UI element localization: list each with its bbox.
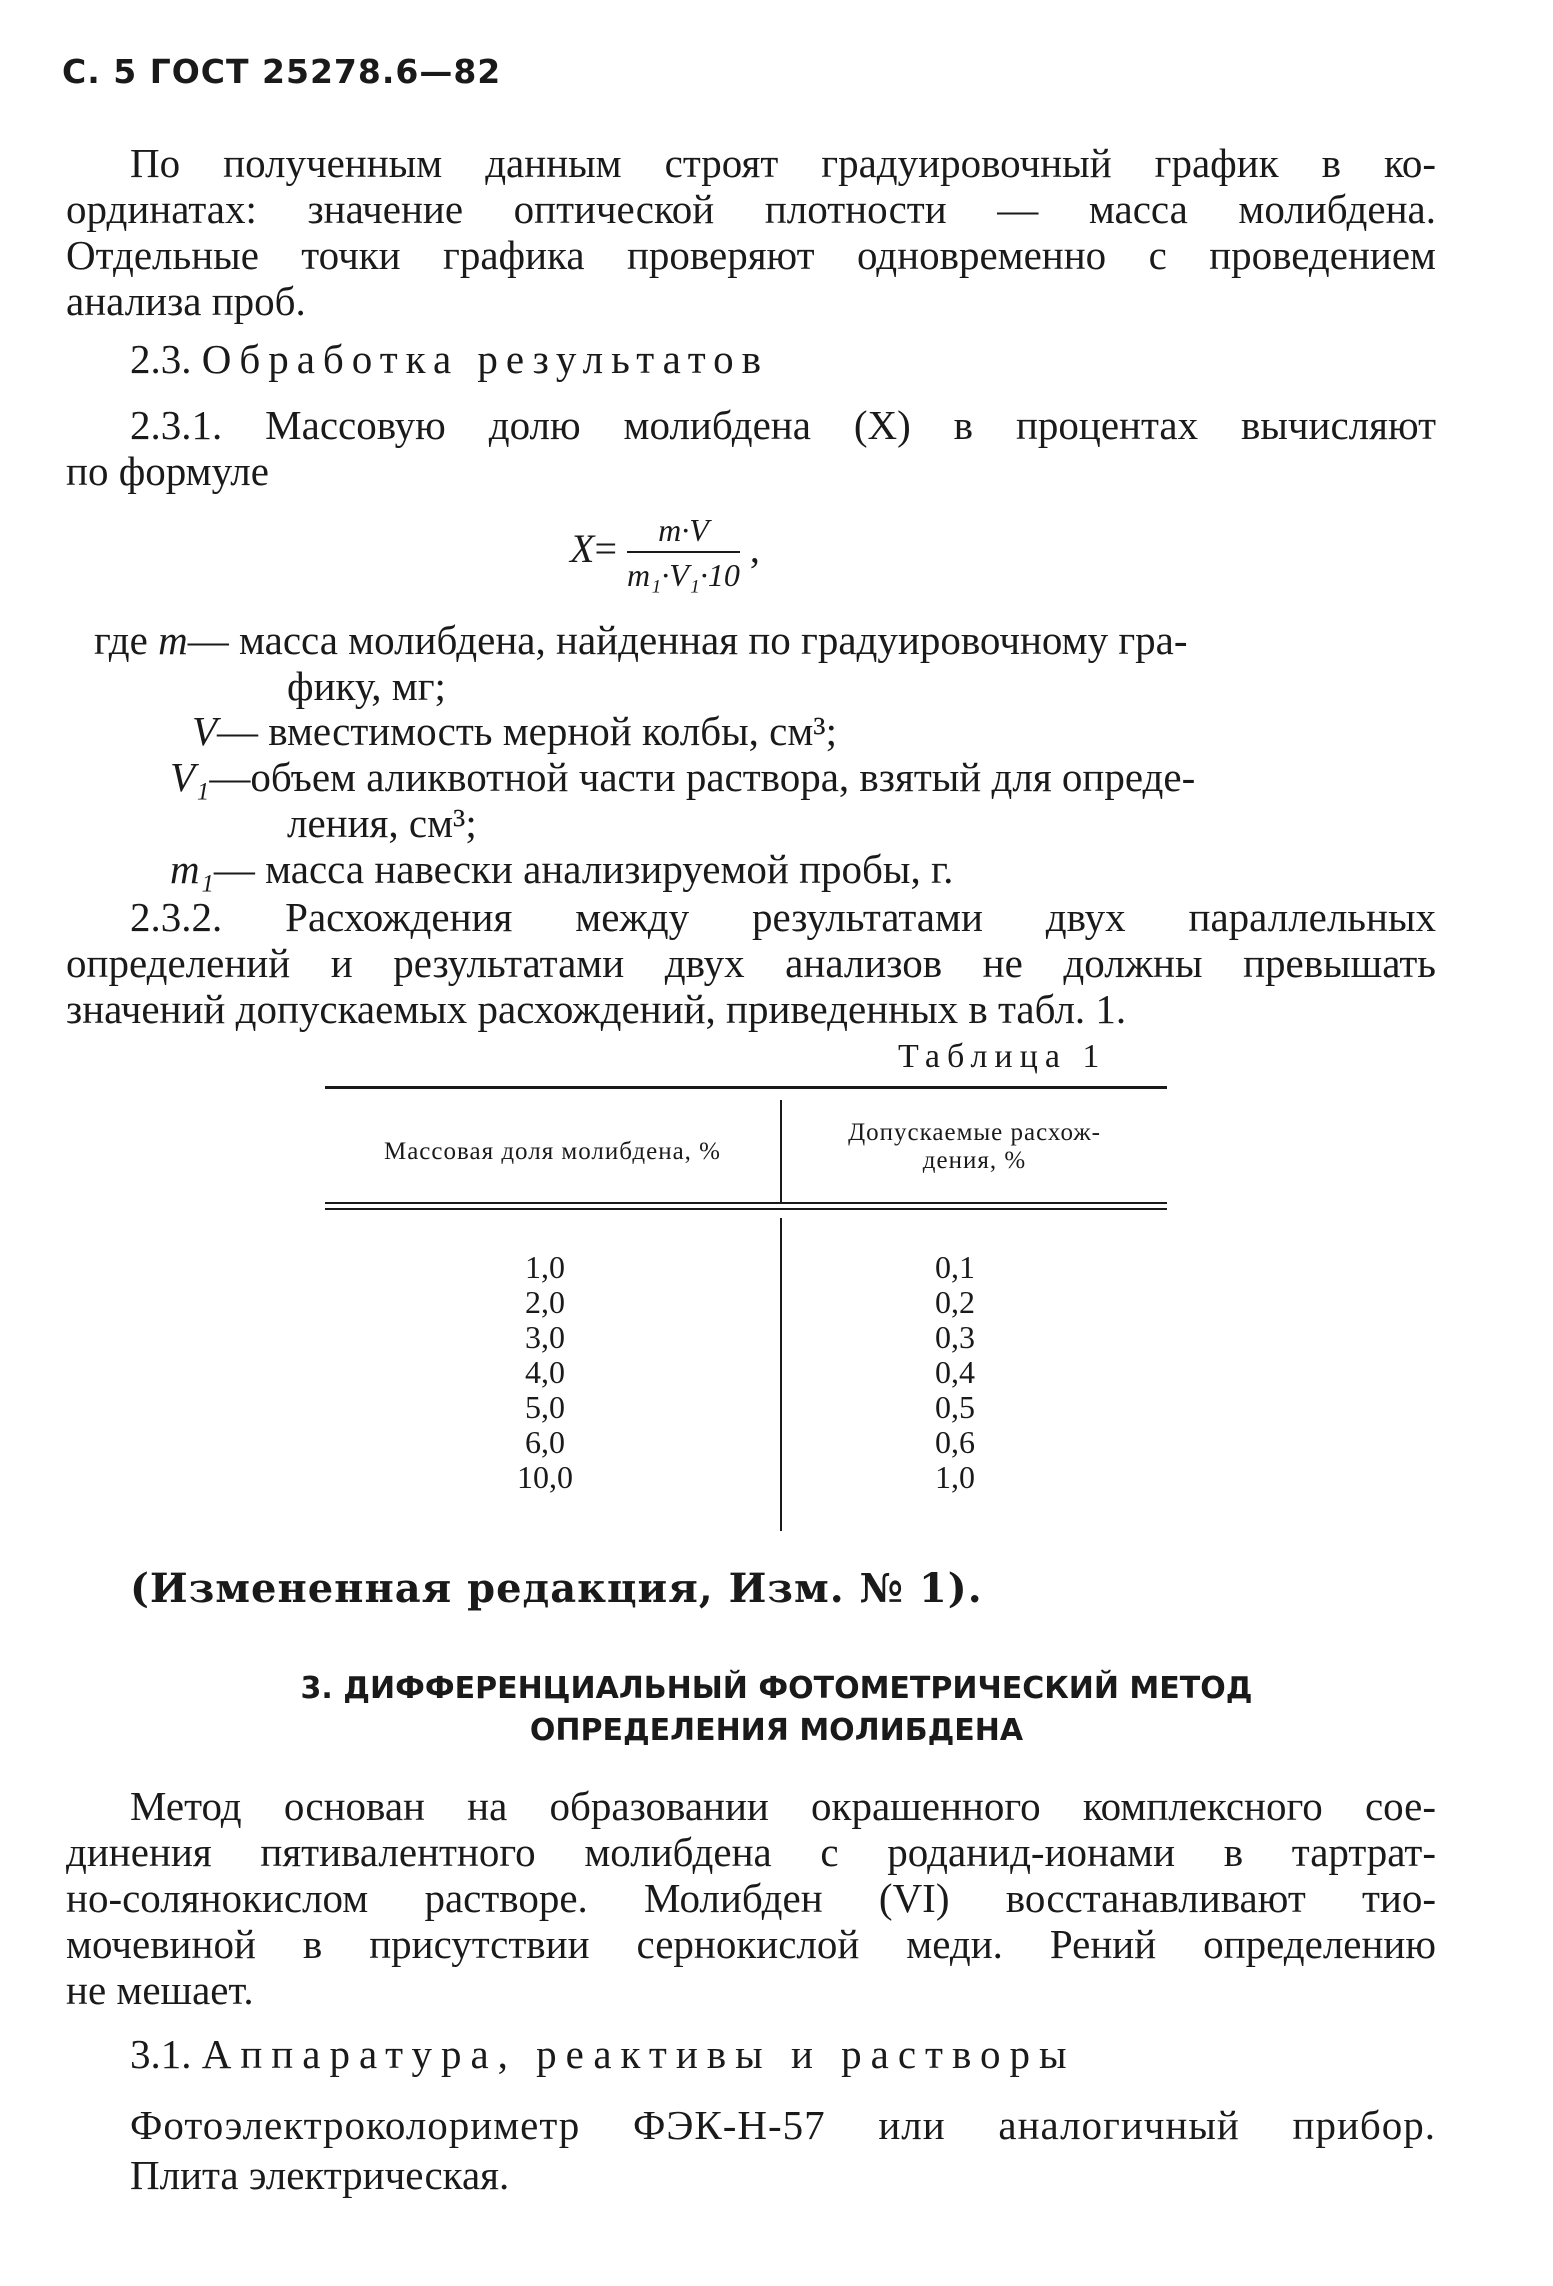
section-number: 2.3. bbox=[130, 336, 192, 382]
col-header-tolerance-line2: дения, % bbox=[922, 1147, 1027, 1174]
table-cell-mass: 4,0 bbox=[525, 1354, 565, 1390]
formula-equals: = bbox=[594, 526, 617, 572]
formula-comma: , bbox=[749, 526, 760, 572]
section-3-1-heading bbox=[130, 2030, 1076, 2078]
definition-text: — масса навески анализируемой пробы, г. bbox=[213, 846, 954, 892]
definition-m bbox=[94, 617, 1188, 663]
definition-v1-continuation: ления, см³; bbox=[287, 800, 477, 846]
section-3-title-line1: 3. ДИФФЕРЕНЦИАЛЬНЫЙ ФОТОМЕТРИЧЕСКИЙ МЕТОД bbox=[300, 1671, 1253, 1706]
text-line: определений и результатами двух анализов не должны превышать bbox=[66, 940, 1436, 986]
text-line: анализа проб. bbox=[66, 278, 306, 324]
table-cell-mass: 6,0 bbox=[525, 1424, 565, 1460]
table-cell-tolerance: 0,3 bbox=[935, 1319, 975, 1355]
table-cell-mass: 2,0 bbox=[525, 1284, 565, 1320]
running-header bbox=[62, 52, 501, 91]
section-title: Аппаратура, реактивы и растворы bbox=[201, 2031, 1076, 2077]
section-3-title bbox=[0, 1668, 1553, 1752]
definition-m1 bbox=[170, 846, 953, 892]
table-cell-tolerance: 0,5 bbox=[935, 1389, 975, 1425]
standard-number: ГОСТ 25278.6—82 bbox=[149, 52, 502, 91]
text-line: ординатах: значение оптической плотности — масса молибдена. bbox=[66, 186, 1436, 232]
table-1 bbox=[325, 1086, 1167, 1531]
table-cell-tolerance: 0,2 bbox=[935, 1284, 975, 1320]
column-tolerance bbox=[905, 1250, 1005, 1495]
page-number: С. 5 bbox=[62, 52, 138, 91]
equipment-item: Фотоэлектроколориметр ФЭК-Н-57 или аналогичный прибор. bbox=[130, 2102, 1436, 2148]
table-title: Таблица 1 bbox=[898, 1038, 1107, 1075]
formula-lhs: X bbox=[570, 526, 595, 572]
section-3-body bbox=[66, 1783, 1436, 2013]
text-line: 2.3.2. Расхождения между результатами двух параллельных bbox=[130, 894, 1436, 940]
definition-symbol: m₁ bbox=[170, 846, 214, 892]
definition-symbol: V₁ bbox=[170, 754, 210, 800]
table-cell-tolerance: 0,1 bbox=[935, 1249, 975, 1285]
table-header-rule-double bbox=[325, 1208, 1167, 1210]
table-cell-mass: 10,0 bbox=[517, 1459, 573, 1495]
equipment-list bbox=[130, 2100, 1436, 2200]
text-line: по формуле bbox=[66, 448, 269, 494]
definition-symbol: V bbox=[192, 708, 218, 754]
section-3-title-line2: ОПРЕДЕЛЕНИЯ МОЛИБДЕНА bbox=[529, 1713, 1024, 1748]
col-header-tolerance bbox=[782, 1119, 1167, 1175]
formula-numerator: m·V bbox=[627, 512, 740, 553]
section-2-3-heading bbox=[130, 335, 769, 383]
text-line: не мешает. bbox=[66, 1967, 254, 2013]
table-cell-tolerance: 0,6 bbox=[935, 1424, 975, 1460]
section-title: Обработка результатов bbox=[201, 336, 770, 382]
formula-denominator: m₁·V₁·10 bbox=[627, 557, 740, 593]
intro-paragraph bbox=[66, 140, 1436, 324]
column-mass bbox=[485, 1250, 605, 1495]
section-number: 3.1. bbox=[130, 2031, 192, 2077]
section-2-3-1 bbox=[66, 402, 1436, 494]
table-cell-tolerance: 0,4 bbox=[935, 1354, 975, 1390]
definition-symbol: m bbox=[158, 617, 188, 663]
text-line: Метод основан на образовании окрашенного комплексного сое- bbox=[130, 1783, 1436, 1829]
text-line: 2.3.1. Массовую долю молибдена (X) в процентах вычисляют bbox=[130, 402, 1436, 448]
definition-text: — масса молибдена, найденная по градуировочному гра- bbox=[187, 617, 1188, 663]
col-header-mass: Массовая доля молибдена, % bbox=[383, 1138, 721, 1165]
text-line: По полученным данным строят градуировочный график в ко- bbox=[130, 140, 1436, 186]
text-line: значений допускаемых расхождений, приведенных в табл. 1. bbox=[66, 986, 1127, 1032]
definition-text: —объем аликвотной части раствора, взятый для опреде- bbox=[209, 754, 1196, 800]
definition-v bbox=[192, 708, 837, 754]
col-header-tolerance-line1: Допускаемые расхож- bbox=[848, 1119, 1101, 1146]
table-cell-mass: 3,0 bbox=[525, 1319, 565, 1355]
text-line: Отдельные точки графика проверяют одновременно с проведением bbox=[66, 232, 1436, 278]
definition-prefix: где bbox=[94, 617, 148, 663]
revision-note: (Измененная редакция, Изм. № 1). bbox=[130, 1565, 983, 1612]
text-line: динения пятивалентного молибдена с роданид-ионами в тартрат- bbox=[66, 1829, 1436, 1875]
equipment-item: Плита электрическая. bbox=[130, 2152, 510, 2198]
formula bbox=[570, 512, 760, 594]
table-cell-tolerance: 1,0 bbox=[935, 1459, 975, 1495]
section-2-3-2 bbox=[66, 894, 1436, 1032]
table-top-rule bbox=[325, 1086, 1167, 1089]
table-body-divider bbox=[780, 1218, 782, 1531]
table-cell-mass: 5,0 bbox=[525, 1389, 565, 1425]
formula-fraction bbox=[627, 512, 740, 594]
table-cell-mass: 1,0 bbox=[525, 1249, 565, 1285]
definition-m-continuation: фику, мг; bbox=[287, 663, 446, 709]
text-line: но-солянокислом растворе. Молибден (VI) восстанавливают тио- bbox=[66, 1875, 1436, 1921]
text-line: мочевиной в присутствии сернокислой меди. Рений определению bbox=[66, 1921, 1436, 1967]
definition-text: — вместимость мерной колбы, см³; bbox=[217, 708, 837, 754]
table-header-rule bbox=[325, 1202, 1167, 1204]
definition-v1 bbox=[170, 754, 1195, 800]
